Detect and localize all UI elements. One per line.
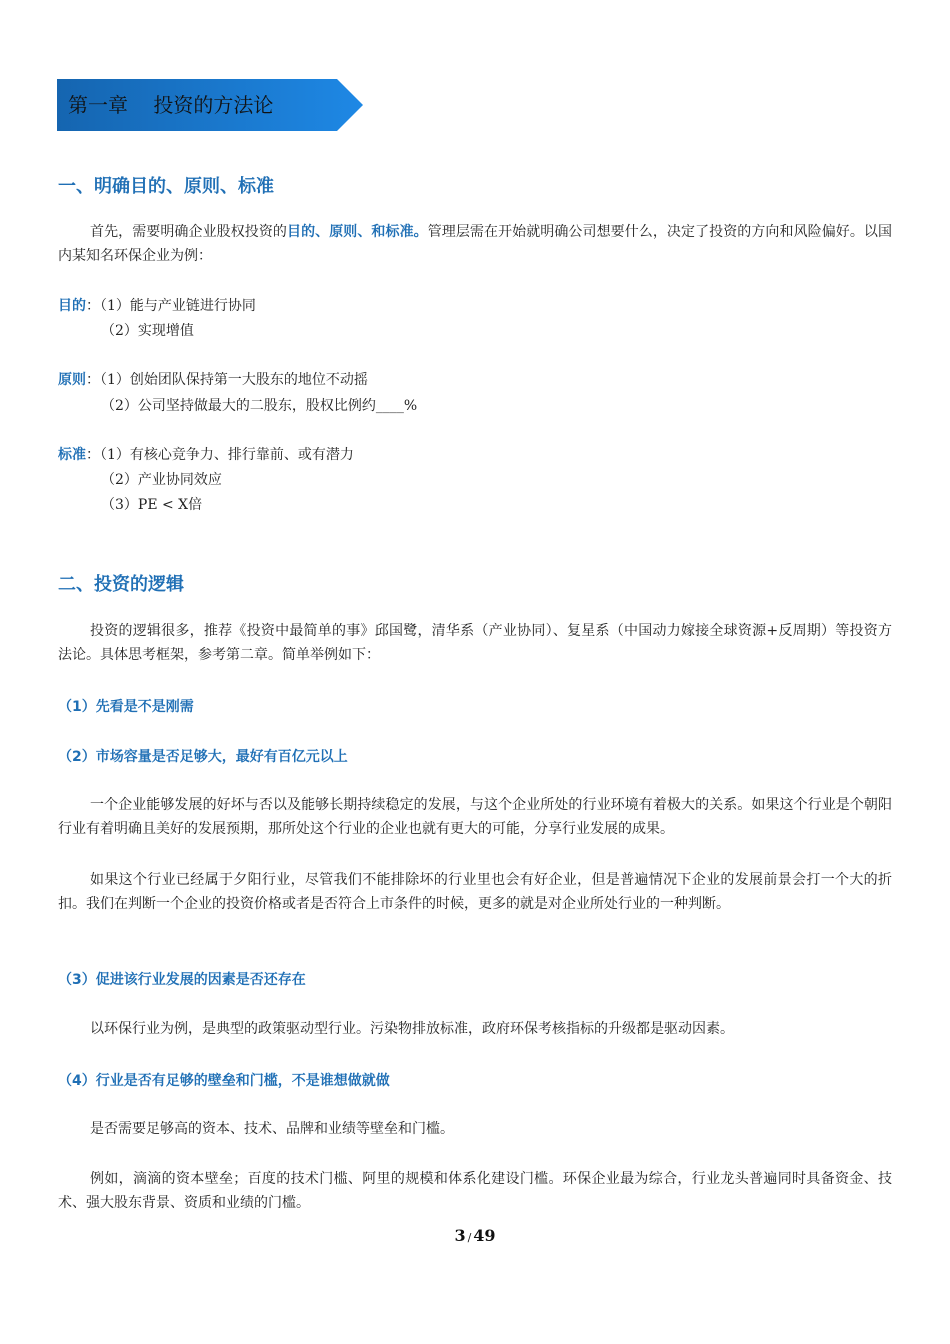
section2-heading: 二、投资的逻辑 bbox=[58, 574, 184, 595]
section2-para2b: 如果这个行业已经属于夕阳行业，尽管我们不能排除坏的行业里也会有好企业，但是普遍情况下企业的发展前景会打一个大的折扣。我们在判断一个企业的投资价格或者是否符合上市条件的时候，更多的就是对企业所处行业的一种判断。 bbox=[58, 872, 892, 912]
section2-sub2: （2）市场容量是否足够大，最好有百亿元以上 bbox=[58, 749, 348, 765]
purpose-item: （1）能与产业链进行协同 bbox=[100, 298, 256, 314]
section2-para4a: 是否需要足够高的资本、技术、品牌和业绩等壁垒和门槛。 bbox=[90, 1121, 454, 1137]
principle-item: （2）公司坚持做最大的二股东，股权比例约____% bbox=[101, 398, 418, 414]
standard-item: （3）PE < X倍 bbox=[101, 497, 203, 513]
standard-label: 标准 bbox=[58, 447, 86, 463]
purpose-item: （2）实现增值 bbox=[101, 323, 194, 339]
section2-sub3: （3）促进该行业发展的因素是否还存在 bbox=[58, 972, 306, 988]
total-pages: 49 bbox=[473, 1226, 496, 1245]
standard-line-1: 标准：（1）有核心竞争力、排行靠前、或有潜力 bbox=[58, 447, 354, 463]
purpose-label: 目的 bbox=[58, 298, 86, 314]
principle-label: 原则 bbox=[58, 372, 86, 388]
principle-item: （1）创始团队保持第一大股东的地位不动摇 bbox=[100, 372, 368, 388]
intro-highlight: 目的、原则、和标准。 bbox=[287, 224, 428, 240]
section1-heading: 一、明确目的、原则、标准 bbox=[58, 176, 274, 197]
chapter-title: 第一章 投资的方法论 bbox=[68, 93, 274, 117]
standard-item: （2）产业协同效应 bbox=[101, 472, 222, 488]
section1-intro bbox=[58, 220, 892, 268]
section2-para3: 以环保行业为例，是典型的政策驱动型行业。污染物排放标准，政府环保考核指标的升级都是驱动因素。 bbox=[90, 1021, 734, 1037]
section2-sub1: （1）先看是不是刚需 bbox=[58, 699, 194, 715]
section2-para2a: 一个企业能够发展的好坏与否以及能够长期持续稳定的发展，与这个企业所处的行业环境有着极大的关系。如果这个行业是个朝阳行业有着明确且美好的发展预期，那所处这个行业的企业也就有更大的可能，分享行业发展的成果。 bbox=[58, 797, 892, 837]
intro-text-after: 管理层需在开始就明确公司想要什么，决定了投资的方向和风险偏好。以国内某知名环保企业为例： bbox=[58, 224, 893, 264]
intro-text-before: 首先，需要明确企业股权投资的 bbox=[90, 224, 287, 240]
principle-line-1: 原则：（1）创始团队保持第一大股东的地位不动摇 bbox=[58, 372, 368, 388]
section2-intro: 投资的逻辑很多，推荐《投资中最简单的事》邱国鹭，清华系（产业协同）、复星系（中国动力嫁接全球资源+反周期）等投资方法论。具体思考框架，参考第二章。简单举例如下： bbox=[58, 623, 892, 663]
section2-sub4: （4）行业是否有足够的壁垒和门槛，不是谁想做就做 bbox=[58, 1073, 390, 1089]
section2-para4b: 例如，滴滴的资本壁垒；百度的技术门槛、阿里的规模和体系化建设门槛。环保企业最为综合，行业龙头普遍同时具备资金、技术、强大股东背景、资质和业绩的门槛。 bbox=[58, 1171, 892, 1211]
current-page: 3 bbox=[454, 1226, 466, 1245]
standard-item: （1）有核心竞争力、排行靠前、或有潜力 bbox=[100, 447, 354, 463]
chapter-banner bbox=[57, 79, 363, 131]
page-number: 3 / 49 bbox=[454, 1226, 496, 1245]
purpose-line-1: 目的：（1）能与产业链进行协同 bbox=[58, 298, 256, 314]
